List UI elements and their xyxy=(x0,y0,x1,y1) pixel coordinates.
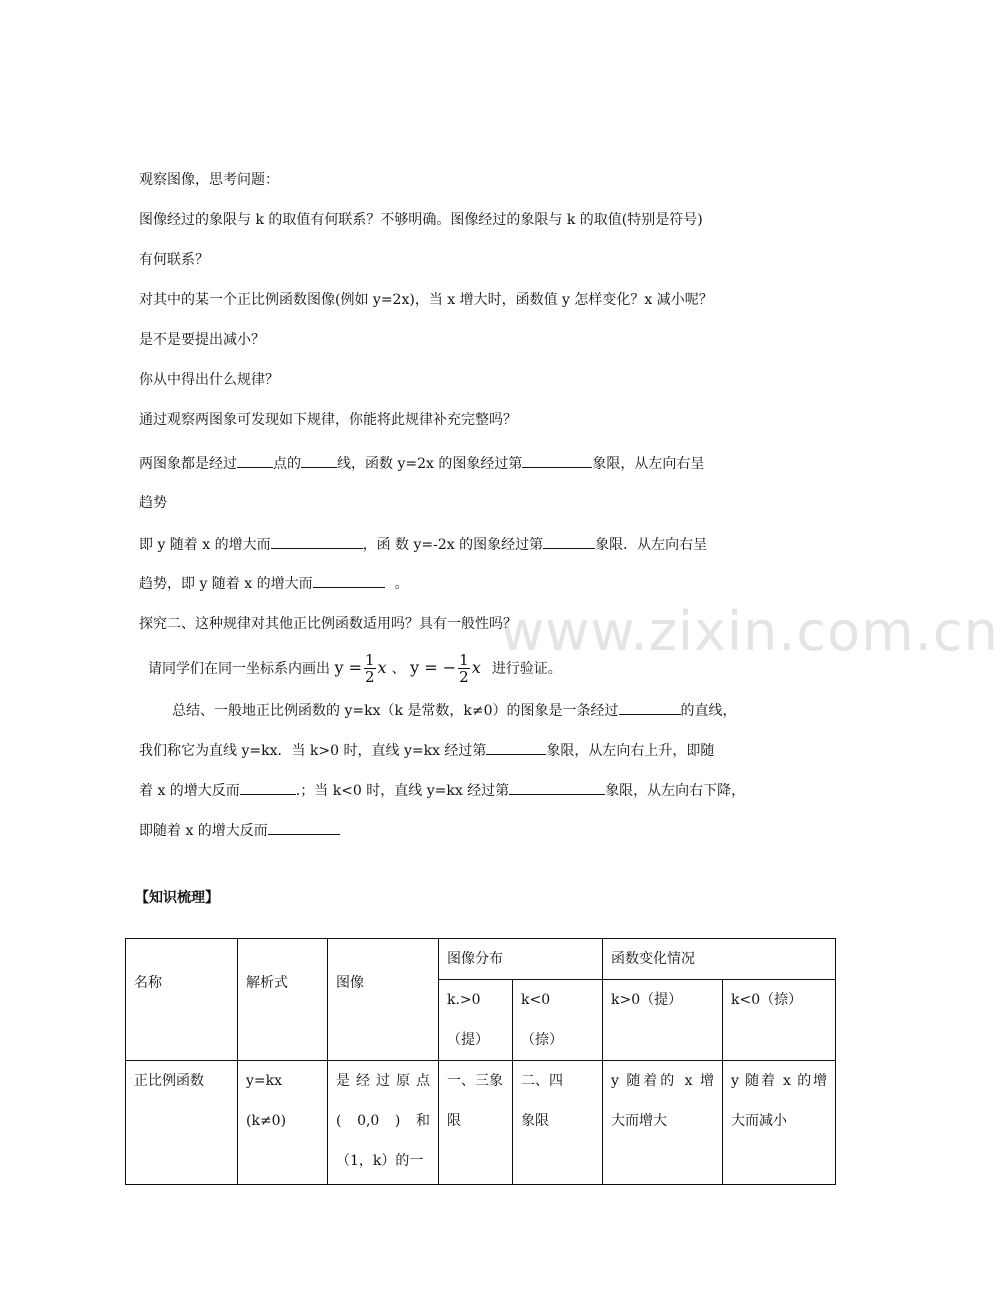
blank-increase-decrease-2[interactable] xyxy=(313,573,385,588)
fill-line-3 xyxy=(139,573,409,594)
header-graph: 图像 xyxy=(328,939,439,1061)
summary-text: 象限，从左向右上升，即随 xyxy=(546,743,715,759)
verify-line xyxy=(148,648,562,689)
summary-text: 即随着 x 的增大反而 xyxy=(139,823,268,839)
text-question-rule: 你从中得出什么规律？ xyxy=(139,372,279,388)
table-header-row xyxy=(126,939,836,980)
watermark: www.zixin.com.cn xyxy=(500,600,999,663)
text-observe: 观察图像，思考问题： xyxy=(139,172,279,188)
equation-variable: x xyxy=(471,658,481,677)
blank-increase-k-negative[interactable] xyxy=(268,820,340,835)
fill-text: 象限，从左向右呈 xyxy=(592,456,705,472)
cell-line: k.>0 xyxy=(447,992,481,1008)
subheader-change-negative: k<0（捺） xyxy=(723,980,836,1061)
text-observe-rule: 通过观察两图象可发现如下规律，你能将此规律补充完整吗？ xyxy=(139,412,517,428)
cell-line: 大而减小 xyxy=(731,1113,787,1129)
blank-line-type[interactable] xyxy=(301,453,337,468)
blank-quadrant-k-negative[interactable] xyxy=(509,780,605,795)
equation-lhs: y = − xyxy=(410,658,457,677)
row-name: 正比例函数 xyxy=(126,1061,238,1185)
header-formula: 解析式 xyxy=(238,939,328,1061)
blank-quadrant-2[interactable] xyxy=(543,534,595,549)
text-question-quadrant-cont: 有何联系？ xyxy=(139,252,209,268)
subheader-dist-negative xyxy=(513,980,603,1061)
row-dist-positive xyxy=(439,1061,513,1185)
row-dist-negative xyxy=(513,1061,603,1185)
summary-line-4 xyxy=(139,820,340,841)
summary-text: 的直线， xyxy=(680,703,737,719)
fill-text: 。 xyxy=(394,576,409,592)
summary-line-1 xyxy=(172,700,737,721)
cell-line: 二、四 xyxy=(521,1073,563,1089)
knowledge-table xyxy=(125,938,836,1185)
text-explore-two: 探究二、这种规律对其他正比例函数适用吗？具有一般性吗？ xyxy=(139,616,517,632)
cell-line: (k≠0) xyxy=(246,1113,287,1129)
equation-variable: x xyxy=(377,658,387,677)
verify-text: 请同学们在同一坐标系内画出 xyxy=(148,661,330,677)
row-change-negative xyxy=(723,1061,836,1185)
equation-positive xyxy=(334,651,391,686)
fill-text: 点的 xyxy=(273,456,301,472)
fraction-denominator: 2 xyxy=(364,668,375,686)
verify-text-end: 进行验证。 xyxy=(491,661,562,677)
cell-line: 一、三象 xyxy=(447,1073,503,1089)
table-row xyxy=(126,1061,836,1185)
cell-line: ( 0,0 ) 和 xyxy=(336,1113,430,1129)
header-name: 名称 xyxy=(126,939,238,1061)
subheader-change-positive: k>0（提） xyxy=(603,980,723,1061)
summary-text: 总结、一般地正比例函数的 y=kx（k 是常数，k≠0）的图象是一条经过 xyxy=(172,703,619,719)
fill-text: ，函 数 y=-2x 的图象经过第 xyxy=(362,537,544,553)
blank-pass-point[interactable] xyxy=(619,700,681,715)
row-graph xyxy=(328,1061,439,1185)
cell-line: 大而增大 xyxy=(611,1113,667,1129)
summary-line-3 xyxy=(139,780,745,801)
cell-line: y 随着 x 的增 xyxy=(731,1073,827,1089)
fill-text: 两图象都是经过 xyxy=(139,456,237,472)
fill-text: 即 y 随着 x 的增大而 xyxy=(139,537,271,553)
cell-line: k<0 xyxy=(521,992,551,1008)
fraction-denominator: 2 xyxy=(459,668,469,686)
equation-negative xyxy=(410,651,486,686)
fill-text: 线，函数 y=2x 的图象经过第 xyxy=(337,456,523,472)
blank-quadrant[interactable] xyxy=(522,453,592,468)
cell-line: 是经过原点 xyxy=(336,1073,430,1089)
subheader-dist-positive xyxy=(439,980,513,1061)
cell-line: 限 xyxy=(447,1113,461,1129)
fill-line-2 xyxy=(139,534,707,555)
cell-line: y 随着的 x 增 xyxy=(611,1073,714,1089)
fraction xyxy=(364,652,376,685)
row-formula xyxy=(238,1061,328,1185)
text-question-increase: 对其中的某一个正比例函数图像(例如 y=2x)，当 x 增大时，函数值 y 怎样变化？x 减小呢？ xyxy=(139,292,713,308)
row-change-positive xyxy=(603,1061,723,1185)
equation-lhs: y = xyxy=(334,658,362,677)
summary-line-2 xyxy=(139,740,714,761)
fraction-numerator: 1 xyxy=(459,651,469,669)
cell-line: 象限 xyxy=(521,1113,549,1129)
blank-increase-decrease[interactable] xyxy=(271,534,363,549)
text-trend: 趋势 xyxy=(139,495,167,511)
cell-line: y=kx xyxy=(246,1073,283,1089)
cell-line: （1，k）的一 xyxy=(336,1153,424,1169)
fill-text: 象限．从左向右呈 xyxy=(595,537,708,553)
section-title: 【知识梳理】 xyxy=(135,890,219,906)
blank-point[interactable] xyxy=(237,453,273,468)
summary-text: 象限，从左向右下降， xyxy=(605,783,746,799)
summary-text: 我们称它为直线 y=kx．当 k>0 时，直线 y=kx 经过第 xyxy=(139,743,487,759)
text-question-decrease: 是不是要提出减小？ xyxy=(139,332,265,348)
fill-text: 趋势，即 y 随着 x 的增大而 xyxy=(139,576,313,592)
blank-quadrant-k-positive[interactable] xyxy=(486,740,546,755)
cell-line: （捺） xyxy=(521,1032,563,1048)
text-question-quadrant: 图像经过的象限与 k 的取值有何联系？不够明确。图像经过的象限与 k 的取值(特别是符号) xyxy=(139,212,703,228)
fraction-numerator: 1 xyxy=(364,651,375,669)
cell-line: （提） xyxy=(447,1032,489,1048)
fraction xyxy=(458,652,470,685)
header-distribution: 图像分布 xyxy=(439,939,603,980)
fill-line-1 xyxy=(139,453,704,474)
separator: 、 xyxy=(391,661,406,677)
summary-text: 着 x 的增大反而 xyxy=(139,783,240,799)
blank-increase-k-positive[interactable] xyxy=(240,780,296,795)
summary-text: .；当 k<0 时，直线 y=kx 经过第 xyxy=(295,783,510,799)
header-change: 函数变化情况 xyxy=(603,939,836,980)
